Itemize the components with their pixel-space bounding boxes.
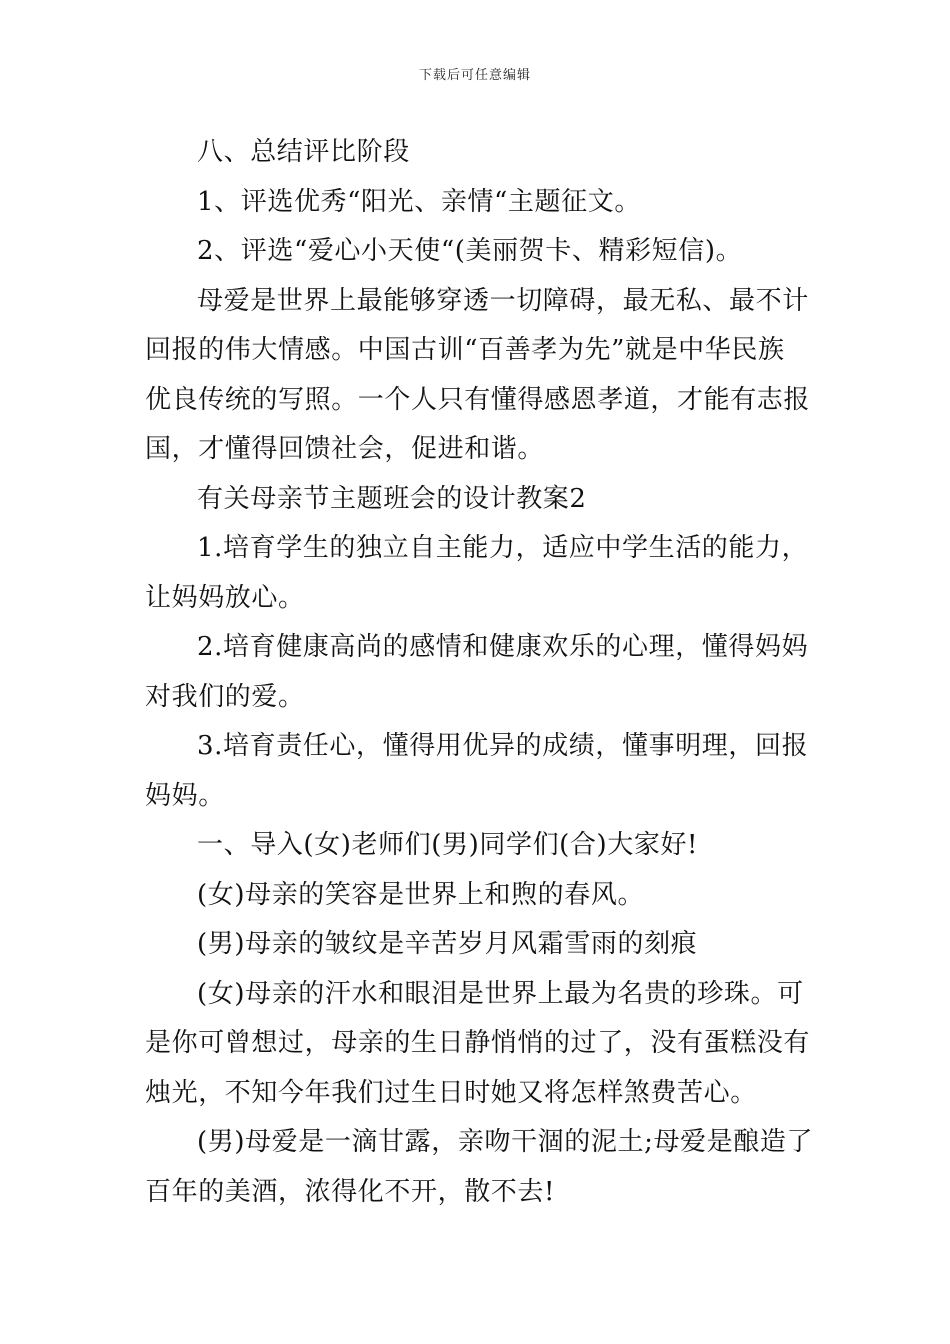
- list-item: 1.培育学生的独立自主能力，适应中学生活的能力，: [197, 533, 809, 563]
- paragraph-line: 优良传统的写照。一个人只有懂得感恩孝道，才能有志报: [145, 384, 811, 415]
- paragraph-line: 国，才懂得回馈社会，促进和谐。: [145, 434, 545, 464]
- document-body: [145, 128, 814, 1217]
- list-item-continuation: 让妈妈放心。: [145, 582, 305, 613]
- list-item: 1、评选优秀“阳光、亲情“主题征文。: [197, 186, 641, 217]
- list-item-continuation: 对我们的爱。: [145, 681, 305, 712]
- dialogue-line: (男)母亲的皱纹是辛苦岁月风霜雪雨的刻痕: [197, 929, 698, 959]
- dialogue-line-continuation: 烛光，不知今年我们过生日时她又将怎样煞费苦心。: [145, 1077, 757, 1108]
- list-item: 2、评选“爱心小天使“(美丽贺卡、精彩短信)。: [197, 236, 743, 266]
- paragraph-line: 回报的伟大情感。中国古训“百善孝为先”就是中华民族: [145, 335, 785, 365]
- section-heading: 一、导入(女)老师们(男)同学们(合)大家好!: [197, 830, 699, 860]
- page-header: 下载后可任意编辑: [418, 68, 531, 83]
- document-title: 有关母亲节主题班会的设计教案2: [197, 483, 587, 514]
- dialogue-line: (女)母亲的汗水和眼泪是世界上最为名贵的珍珠。可: [197, 978, 804, 1009]
- list-item-continuation: 妈妈。: [145, 780, 225, 811]
- paragraph-line: 母爱是世界上最能够穿透一切障碍，最无私、最不计: [197, 285, 809, 316]
- list-item: 3.培育责任心，懂得用优异的成绩，懂事明理，回报: [197, 731, 809, 761]
- dialogue-line: (男)母爱是一滴甘露，亲吻干涸的泥土;母爱是酿造了: [197, 1127, 814, 1157]
- list-item: 2.培育健康高尚的感情和健康欢乐的心理，懂得妈妈: [197, 632, 809, 662]
- section-heading: 八、总结评比阶段: [197, 137, 410, 167]
- dialogue-line-continuation: 百年的美酒，浓得化不开，散不去!: [145, 1176, 556, 1207]
- dialogue-line-continuation: 是你可曾想过，母亲的生日静悄悄的过了，没有蛋糕没有: [145, 1028, 811, 1058]
- dialogue-line: (女)母亲的笑容是世界上和煦的春风。: [197, 879, 645, 910]
